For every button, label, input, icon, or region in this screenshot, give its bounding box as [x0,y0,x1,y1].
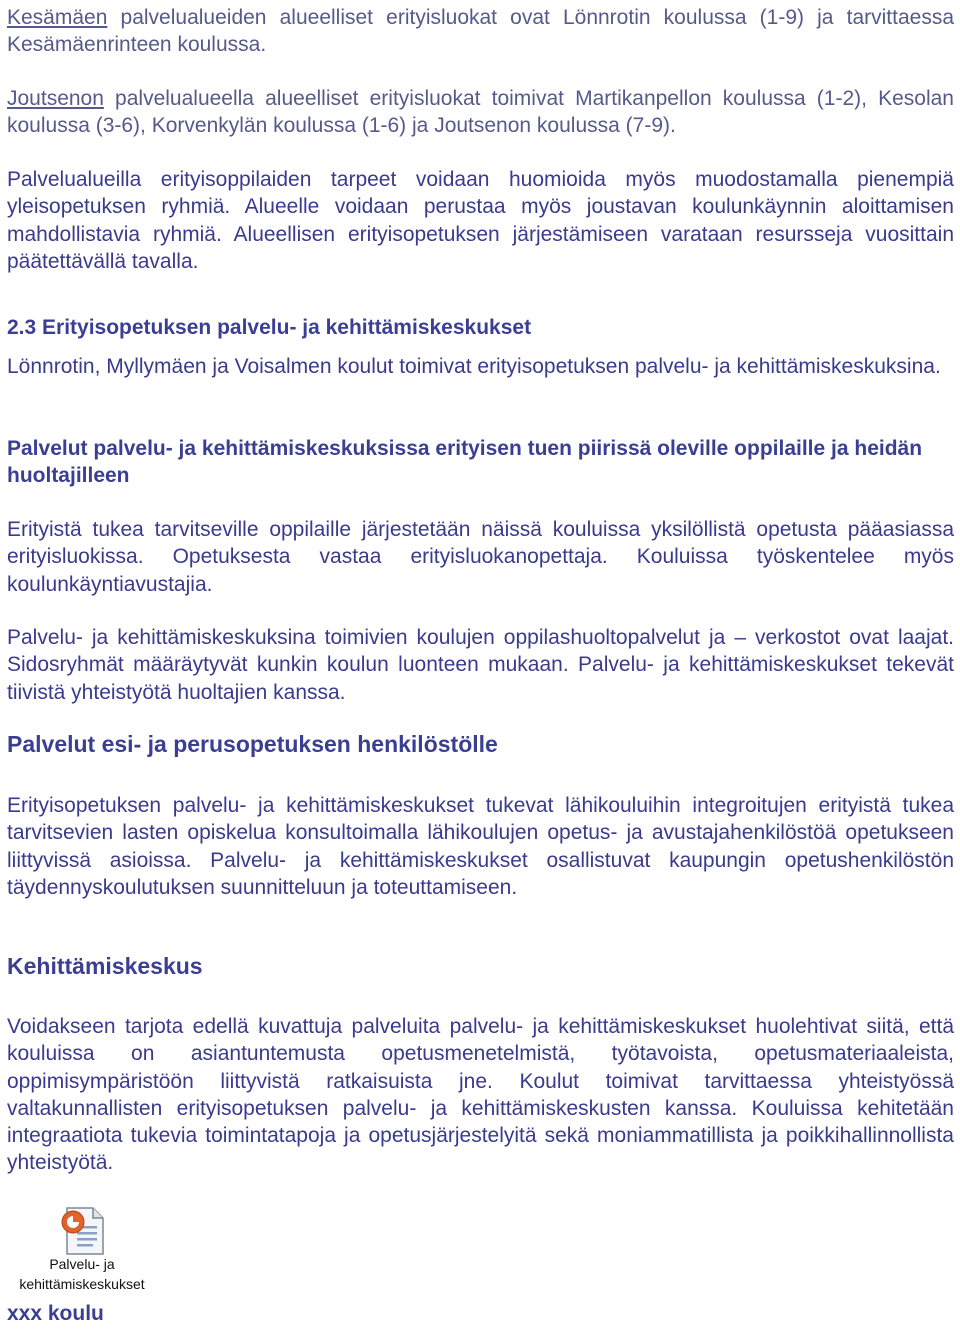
attachment-label [7,1254,157,1294]
subheading-kehittamiskeskus: Kehittämiskeskus [7,953,203,979]
link-joutsenon[interactable]: Joutsenon [7,87,104,110]
paragraph-kesamaki-text: palvelualueiden alueelliset erityisluokat ovat Lönnrotin koulussa (1-9) ja tarvittaessa Kesämäenrinteen koulussa. [7,6,954,57]
paragraph-joutseno-text: palvelualueella alueelliset erityisluokat toimivat Martikanpellon koulussa (1-2), Kesolan koulussa (3-6), Korvenkylän koulussa (1-6) ja Joutsenon koulussa (7-9). [7,87,954,138]
section-heading-2-3: 2.3 Erityisopetuksen palvelu- ja kehittämiskeskukset [7,316,532,339]
subheading-palvelut-henkilostolle: Palvelut esi- ja perusopetuksen henkilöstölle [7,731,498,757]
powerpoint-document-icon [59,1206,109,1256]
paragraph-palvelualueilla: Palvelualueilla erityisoppilaiden tarpeet voidaan huomioida myös muodostamalla pienempiä yleisopetuksen ryhmiä. Alueelle voidaan perustaa myös joustavan koulunkäynnin aloittamisen mahdollistavia ryhmiä. Alueellisen erityisopetuksen järjestämiseen varataan resursseja vuosittain päätettävällä tavalla. [7,168,954,273]
subheading-palvelut-oppilaille: Palvelut palvelu- ja kehittämiskeskuksissa erityisen tuen piirissä oleville oppilaille ja heidän huoltajilleen [7,437,923,487]
footer-school-name: xxx koulu [7,1302,104,1325]
link-kesamaen[interactable]: Kesämäen [7,6,108,29]
paragraph-oppilashuolto: Palvelu- ja kehittämiskeskuksina toimivien koulujen oppilashuoltopalvelut ja – verkostot ovat laajat. Sidosryhmät määräytyvät kunkin koulun luonteen mukaan. Palvelu- ja kehittämiskeskukset tekevät tiivistä yhteistyötä huoltajien kanssa. [7,626,954,704]
paragraph-erityista-tukea: Erityistä tukea tarvitseville oppilaille järjestetään näissä kouluissa yksilöllistä opetusta pääasiassa erityisluokissa. Opetuksesta vastaa erityisluokanopettaja. Kouluissa työskentelee myös koulunkäyntiavustajia. [7,518,954,596]
paragraph-konsultointi: Erityisopetuksen palvelu- ja kehittämiskeskukset tukevat lähikouluihin integroitujen erityistä tukea tarvitsevien lasten opiskelua konsultoimalla lähikoulujen opetus- ja avustajahenkilöstöä opetukseen liittyvissä asioissa. Palvelu- ja kehittämiskeskukset osallistuvat kaupungin opetushenkilöstön täydennyskoulutuksen suunnitteluun ja toteuttamiseen. [7,794,954,899]
attachment-label-line1: Palvelu- ja [49,1256,115,1272]
paragraph-kesamaki [7,4,954,59]
paragraph-keskukset: Lönnrotin, Myllymäen ja Voisalmen koulut toimivat erityisopetuksen palvelu- ja kehittämiskeskuksina. [7,355,941,378]
attachment-label-line2: kehittämiskeskukset [19,1276,145,1292]
paragraph-joutseno [7,85,954,140]
paragraph-voidakseen: Voidakseen tarjota edellä kuvattuja palveluita palvelu- ja kehittämiskeskukset huolehtivat siitä, että kouluissa on asiantuntemusta opetusmenetelmistä, työtavoista, opetusmateriaaleista, oppimisympäristöön liittyvistä ratkaisuista jne. Koulut toimivat tarvittaessa yhteistyössä valtakunnallisten erityisopetuksen palvelu- ja kehittämiskeskusten kanssa. Kouluissa kehitetään integraatiota tukevia toimintatapoja ja opetusjärjestelyitä sekä moniammatillista ja poikkihallinnollista yhteistyötä. [7,1015,954,1175]
